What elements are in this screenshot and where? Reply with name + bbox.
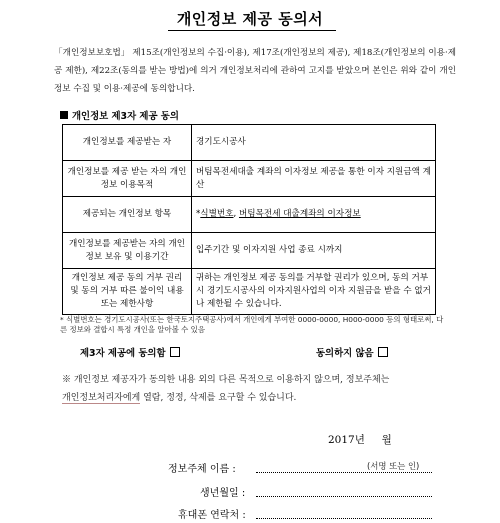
row-value-recipient: 경기도시공사 <box>192 125 436 161</box>
disagree-label: 동의하지 않음 <box>316 348 374 359</box>
row-value-retention: 입주기간 및 이자지원 사업 종료 시까지 <box>192 233 436 269</box>
row-value-refusal: 귀하는 개인정보 제공 동의를 거부할 권리가 있으며, 동의 거부 시 경기도시공사의 이자지원사업의 이자 지원금을 받을 수 없거나 제한될 수 있습니다. <box>192 269 436 315</box>
phone-label: 휴대폰 연락처 : <box>178 510 246 521</box>
asterisk-mark: * <box>196 209 201 219</box>
row-label-purpose: 개인정보를 제공 받는 자의 개인정보 이용목적 <box>63 161 192 197</box>
agree-checkbox[interactable] <box>170 347 180 357</box>
table-row <box>63 233 436 269</box>
owner-name-label: 정보주체 이름 : <box>168 464 236 475</box>
loan-interest-text: 버팀목전세 대출계좌의 이자정보 <box>238 209 361 219</box>
title-underline <box>168 30 336 31</box>
agree-label: 제3자 제공에 동의함 <box>80 348 166 359</box>
table-row <box>63 161 436 197</box>
row-label-refusal: 개인정보 제공 동의 거부 권리 및 동의 거부 따른 불이익 내용 또는 제한사항 <box>63 269 192 315</box>
owner-name-field[interactable] <box>256 472 432 473</box>
phone-field[interactable] <box>256 518 432 519</box>
row-label-retention: 개인정보를 제공받는 자의 개인정보 보유 및 이용기간 <box>63 233 192 269</box>
date-month: 월 <box>381 434 392 446</box>
agree-option[interactable] <box>80 345 180 359</box>
identifier-text: 식별번호 <box>200 209 234 219</box>
disagree-option[interactable] <box>316 345 388 359</box>
row-label-items: 제공되는 개인정보 항목 <box>63 197 192 233</box>
row-label-recipient: 개인정보를 제공받는 자 <box>63 125 192 161</box>
table-row <box>63 125 436 161</box>
signature-hint: (서명 또는 인) <box>367 461 420 471</box>
disagree-checkbox[interactable] <box>378 347 388 357</box>
section-heading-text: 개인정보 제3자 제공 동의 <box>72 111 179 122</box>
row-value-items <box>192 197 436 233</box>
black-square-icon <box>60 111 68 119</box>
document-title: 개인정보 제공 동의서 <box>176 10 324 28</box>
consent-table <box>62 124 436 315</box>
date-year: 2017년 <box>328 434 365 446</box>
identifier-footnote: * 식별번호는 경기도시공사(또는 한국토지주택공사)에서 개인에게 부여한 0000-0000, H000-0000 등의 형태로써, 다른 정보와 결합시 특정 개인을 알아볼 수 있음 <box>60 315 444 334</box>
date-line <box>328 432 392 447</box>
row-value-purpose: 버팀목전세대출 계좌의 이자정보 제공을 통한 이자 지원금액 계산 <box>192 161 436 197</box>
notice-prefix: ※ 개인정보 제공자가 동의한 내용 외의 다른 목적으로 이용하지 않으며, 정보주체는 <box>62 375 390 385</box>
notice-suffix: 열람, 정정, 삭제를 요구할 수 있습니다. <box>140 393 297 403</box>
table-row <box>63 197 436 233</box>
separator-text: , <box>233 209 239 219</box>
birthdate-field[interactable] <box>256 496 432 497</box>
section-heading <box>60 108 179 122</box>
table-row <box>63 269 436 315</box>
birthdate-label: 생년월일 : <box>200 488 246 499</box>
notice-underlined: 개인정보처리자에게 <box>62 393 141 403</box>
notice-paragraph <box>62 371 452 407</box>
legal-intro-paragraph: 「개인정보보호법」 제15조(개인정보의 수집·이용), 제17조(개인정보의 제공), 제18조(개인정보의 이용·제공 제한), 제22조(동의를 받는 방법)에 의거 개인정보처리에 관하여 고지를 받았으며 본인은 위와 같이 개인정보 수집 및 이용·제공에 동의합니다. <box>54 48 456 94</box>
